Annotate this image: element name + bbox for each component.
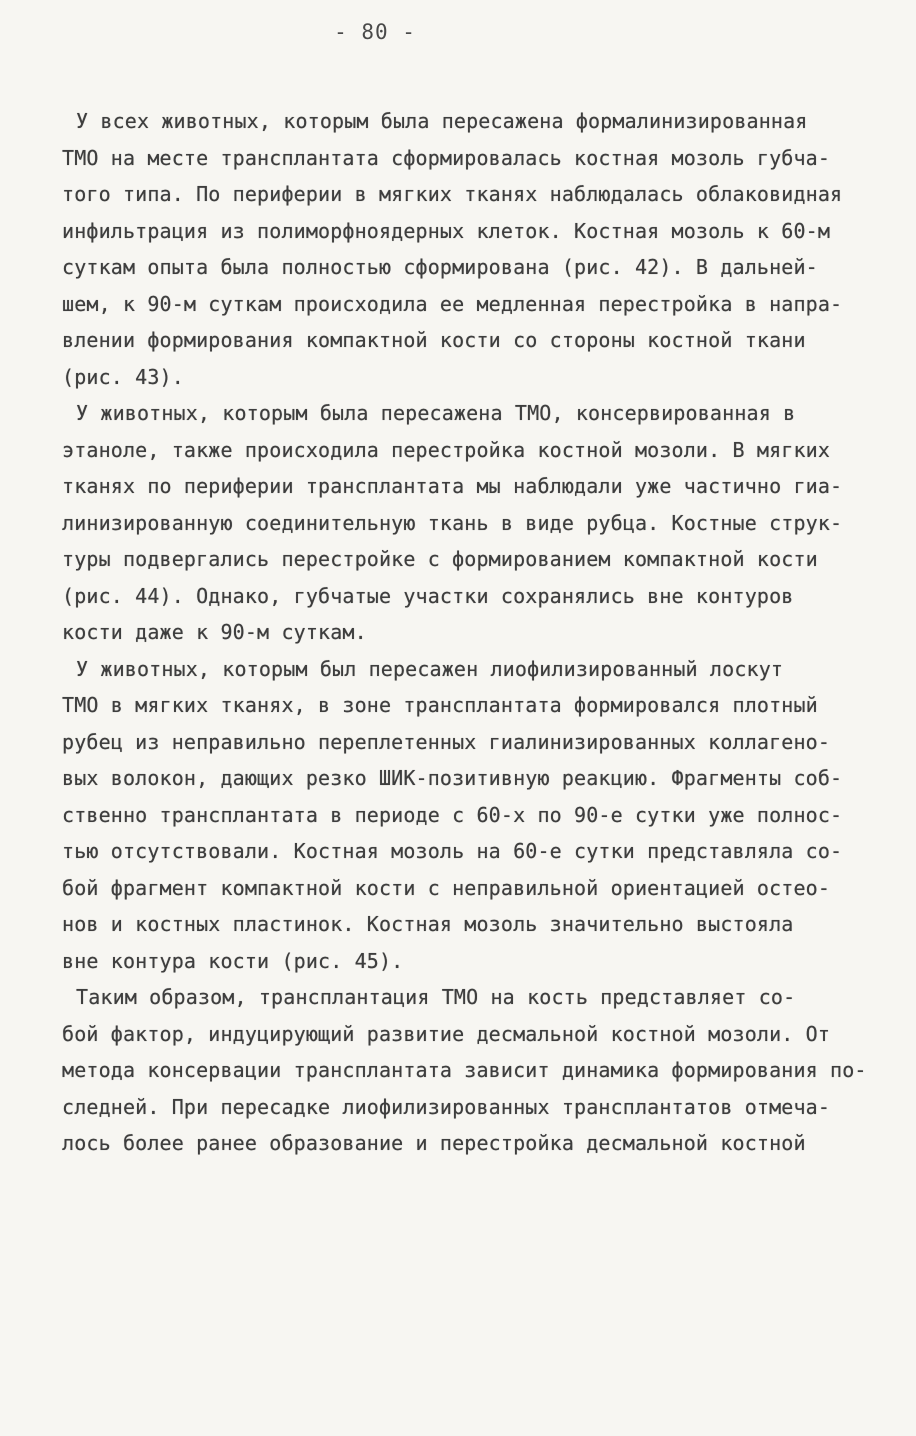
text-line: тью отсутствовали. Костная мозоль на 60-е сутки представляла со- [62, 839, 843, 863]
text-line: нов и костных пластинок. Костная мозоль значительно выстояла [62, 912, 794, 936]
body-text [62, 103, 880, 1162]
text-line: бой фактор, индуцирующий развитие десмальной костной мозоли. От [62, 1021, 831, 1046]
text-line: ТМО на месте трансплантата сформировалась костная мозоль губча- [62, 145, 831, 170]
text-line: У животных, которым был пересажен лиофилизированный лоскут [76, 656, 784, 681]
text-line: ТМО в мягких тканях, в зоне трансплантата формировался плотный [62, 693, 818, 717]
text-line: линизированную соединительную ткань в виде рубца. Костные струк- [62, 510, 843, 535]
text-line: влении формирования компактной кости со стороны костной ткани [62, 328, 806, 352]
text-line: метода консервации трансплантата зависит динамика формирования по- [62, 1058, 867, 1082]
text-line: У всех животных, которым была пересажена формалинизированная [76, 109, 808, 133]
text-line: бой фрагмент компактной кости с неправильной ориентацией остео- [62, 875, 831, 900]
text-line: туры подвергались перестройке с формированием компактной кости [62, 547, 818, 571]
text-line: рубец из неправильно переплетенных гиалинизированных коллагено- [62, 729, 831, 754]
text-line: вне контура кости (рис. 45). [62, 948, 404, 973]
text-line: шем, к 90-м суткам происходила ее медленная перестройка в напра- [62, 291, 843, 316]
text-line: этаноле, также происходила перестройка костной мозоли. В мягких [62, 437, 831, 462]
text-line: вых волокон, дающих резко ШИК-позитивную реакцию. Фрагменты соб- [62, 766, 843, 790]
text-line: Таким образом, трансплантация ТМО на кость представляет со- [76, 985, 796, 1009]
page-number: - 80 - [334, 20, 416, 44]
text-line: инфильтрация из полиморфноядерных клеток. Костная мозоль к 60-м [62, 218, 831, 243]
text-line: ственно трансплантата в периоде с 60-х по 90-е сутки уже полнос- [62, 802, 843, 827]
text-line: следней. При пересадке лиофилизированных трансплантатов отмеча- [62, 1094, 831, 1119]
text-line: лось более ранее образование и перестройка десмальной костной [62, 1131, 806, 1155]
text-line: тканях по периферии трансплантата мы наблюдали уже частично гиа- [62, 474, 843, 498]
text-line: (рис. 44). Однако, губчатые участки сохранялись вне контуров [62, 583, 794, 608]
text-line: У животных, которым была пересажена ТМО, консервированная в [76, 401, 796, 425]
text-line: того типа. По периферии в мягких тканях наблюдалась облаковидная [62, 182, 843, 206]
text-line: суткам опыта была полностью сформирована (рис. 42). В дальней- [62, 255, 818, 279]
text-line: (рис. 43). [62, 364, 184, 389]
text-line: кости даже к 90-м суткам. [62, 620, 367, 644]
